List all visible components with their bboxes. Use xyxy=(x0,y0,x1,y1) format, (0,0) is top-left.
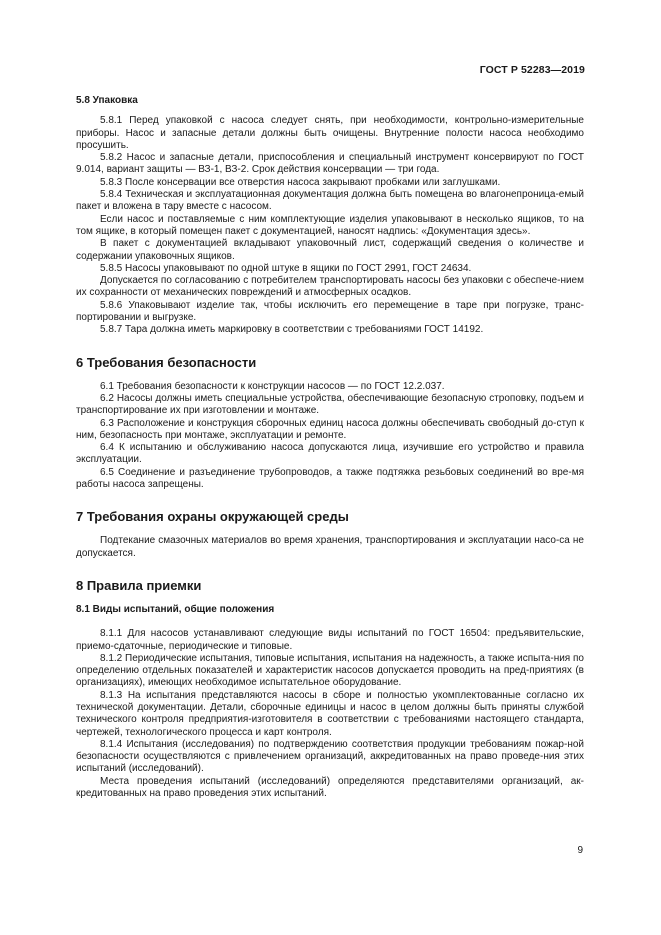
paragraph-5-8-1: 5.8.1 Перед упаковкой с насоса следует снять, при необходимости, контрольно-измерительные приборы. Насос и запасные детали должны быть очищены. Внутренние полости насоса необходимо просушить. xyxy=(76,115,584,151)
section-6-title: 6 Требования безопасности xyxy=(76,354,257,370)
paragraph-8-1-4: 8.1.4 Испытания (исследования) по подтверждению соответствия продукции требованиям пожар-ной безопасности осуществляются с привлечением организаций, аккредитованных на право проведе-ния этих испытаний (исследований). xyxy=(76,738,584,775)
paragraph-5-8-5-cont: Допускается по согласованию с потребителем транспортировать насосы без упаковки с обеспече-нием их сохранности от механических повреждений и атмосферных осадков. xyxy=(76,275,584,299)
page-number: 9 xyxy=(577,845,583,856)
paragraph-5-8-6: 5.8.6 Упаковывают изделие так, чтобы исключить его перемещение в таре при погрузке, транс-портировании и выгрузке. xyxy=(76,299,584,324)
section-8-1-title: 8.1 Виды испытаний, общие положения xyxy=(76,603,275,615)
paragraph-5-8-7: 5.8.7 Тара должна иметь маркировку в соответствии с требованиями ГОСТ 14192. xyxy=(100,324,484,336)
paragraph-5-8-4: 5.8.4 Техническая и эксплуатационная документация должна быть помещена во влагонепроница-емый пакет и вложена в тару вместе с насосом. xyxy=(76,189,584,213)
paragraph-7: Подтекание смазочных материалов во время хранения, транспортирования и эксплуатации насо-са не допускается. xyxy=(76,535,584,559)
section-7-title: 7 Требования охраны окружающей среды xyxy=(76,509,349,525)
paragraph-6-4: 6.4 К испытанию и обслуживанию насоса допускаются лица, изучившие его устройство и правила эксплуатации. xyxy=(76,442,584,466)
section-5-8-title: 5.8 Упаковка xyxy=(76,95,138,106)
paragraph-8-1-1: 8.1.1 Для насосов устанавливают следующие виды испытаний по ГОСТ 16504: предъявительские, приемо-сдаточные, периодические и типовые. xyxy=(76,628,584,652)
paragraph-6-1: 6.1 Требования безопасности к конструкции насосов — по ГОСТ 12.2.037. xyxy=(100,380,445,392)
paragraph-5-8-3: 5.8.3 После консервации все отверстия насоса закрывают пробками или заглушками. xyxy=(100,176,501,188)
document-code: ГОСТ Р 52283—2019 xyxy=(479,64,585,76)
paragraph-8-1-2: 8.1.2 Периодические испытания, типовые испытания, испытания на надежность, а также испыта-ния по определению отдельных показателей и характеристик насосов допускается проводить на пред-приятиях (в организациях), имеющих необходимое испытательное оборудование. xyxy=(76,652,584,689)
paragraph-6-5: 6.5 Соединение и разъединение трубопроводов, а также подтяжка резьбовых соединений во вре-мя работы насоса запрещены. xyxy=(76,466,584,491)
paragraph-8-1-3: 8.1.3 На испытания представляются насосы в сборе и полностью укомплектованные согласно их технической документации. Детали, сборочные единицы и насос в целом должны быть приняты службой технического контроля предприятия-изготовителя в соответствии с требованиями настоящего стандарта, чертежей, технологического процесса и карт контроля. xyxy=(76,689,584,738)
paragraph-5-8-4-cont-2: В пакет с документацией вкладывают упаковочный лист, содержащий сведения о количестве и содержании упаковочных ящиков. xyxy=(76,238,584,262)
paragraph-6-3: 6.3 Расположение и конструкция сборочных единиц насоса должны обеспечивать свободный до-ступ к ним, безопасность при монтаже, эксплуатации и ремонте. xyxy=(76,417,584,441)
page-content xyxy=(76,95,584,800)
paragraph-5-8-5: 5.8.5 Насосы упаковывают по одной штуке в ящики по ГОСТ 2991, ГОСТ 24634. xyxy=(100,262,472,274)
paragraph-6-2: 6.2 Насосы должны иметь специальные устройства, обеспечивающие безопасную строповку, подъем и транспортирование их при изготовлении и монтаже. xyxy=(76,392,584,417)
paragraph-5-8-4-cont-1: Если насос и поставляемые с ним комплектующие изделия упаковывают в несколько ящиков, то на том ящике, в который помещен пакет с документацией, наносят надпись: «Документация здесь». xyxy=(76,213,584,237)
section-8-title: 8 Правила приемки xyxy=(76,577,202,593)
paragraph-8-1-4-cont: Места проведения испытаний (исследований) определяются представителями организаций, ак-кредитованных на право проведения этих испытаний. xyxy=(76,775,584,800)
paragraph-5-8-2: 5.8.2 Насос и запасные детали, приспособления и специальный инструмент консервируют по ГОСТ 9.014, вариант защиты — ВЗ-1, ВЗ-2. Срок действия консервации — три года. xyxy=(76,152,584,176)
